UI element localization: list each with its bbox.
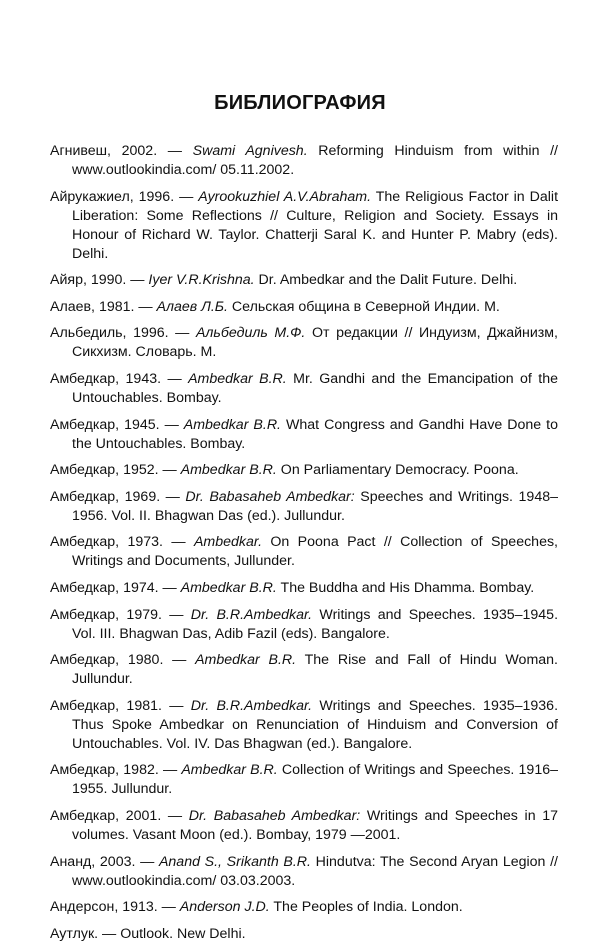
entry-text: Hindutva: The Second Aryan Legion // www.outlookindia.com/ 03.03.2003. — [72, 853, 558, 889]
entry-key: Амбедкар, 1979. — — [50, 606, 191, 623]
bibliography-entry — [50, 298, 558, 317]
entry-author: Ayrookuzhiel A.V.Abraham. — [198, 188, 372, 205]
entry-author: Алаев Л.Б. — [156, 298, 228, 315]
entry-author: Ambedkar B.R. — [188, 370, 287, 387]
entry-key: Амбедкар, 1974. — — [50, 579, 181, 596]
entry-text: The Rise and Fall of Hindu Woman. Jullundur. — [72, 652, 558, 688]
bibliography-entry — [50, 853, 558, 891]
bibliography-entry — [50, 142, 558, 180]
bibliography-entry — [50, 271, 558, 290]
entry-text: Writings and Speeches. 1935–1936. Thus Spoke Ambedkar on Renunciation of Hinduism and Conversion of Untouchables. Vol. IV. Das Bhagwan (ed.). Bangalore. — [72, 697, 559, 752]
entry-text: Outlook. New Delhi. — [120, 925, 246, 942]
entry-key: Амбедкар, 1981. — — [50, 697, 191, 714]
bibliography-entry — [50, 761, 558, 799]
entry-author: Ambedkar B.R. — [180, 462, 277, 479]
bibliography-entry — [50, 533, 558, 571]
entry-key: Амбедкар, 1969. — — [50, 488, 186, 505]
entry-text: Collection of Writings and Speeches. 1916–1955. Jullundur. — [72, 762, 558, 798]
bibliography-entry — [50, 461, 558, 480]
entry-text: On Parliamentary Democracy. Poona. — [276, 462, 519, 479]
entry-text: The Buddha and His Dhamma. Bombay. — [276, 579, 535, 596]
entry-key: Айрукажиел, 1996. — — [50, 188, 199, 205]
entry-author: Ambedkar B.R. — [181, 762, 278, 779]
entry-key: Амбедкар, 1980. — — [50, 652, 196, 669]
bibliography-entry — [50, 807, 558, 845]
entry-key: Амбедкар, 1973. — — [50, 534, 194, 551]
bibliography-entry — [50, 370, 558, 408]
bibliography-entry — [50, 651, 558, 689]
entry-author: Альбедиль М.Ф. — [195, 325, 306, 342]
entry-key: Аутлук. — — [50, 925, 121, 942]
entry-text: The Religious Factor in Dalit Liberation: Some Reflections // Culture, Religion and Society. Essays in Honour of Richard W. Taylor. Chatterji Saral K. and Hunter P. Mabry (eds). Delhi. — [72, 188, 559, 262]
entry-text: The Peoples of India. London. — [269, 899, 463, 916]
entry-author: Swami Agnivesh. — [192, 143, 308, 159]
bibliography-entry — [50, 697, 558, 754]
entry-author: Dr. B.R.Ambedkar. — [190, 606, 313, 623]
bibliography-list — [50, 142, 558, 951]
entry-author: Ambedkar B.R. — [183, 416, 282, 433]
page-title: БИБЛИОГРАФИЯ — [214, 92, 386, 114]
entry-author: Ambedkar B.R. — [180, 579, 277, 596]
entry-text: Dr. Ambedkar and the Dalit Future. Delhi. — [254, 272, 518, 289]
entry-author: Iyer V.R.Krishna. — [148, 272, 255, 289]
entry-key: Агнивеш, 2002. — — [50, 143, 193, 159]
entry-text: Writings and Speeches in 17 volumes. Vasant Moon (ed.). Bombay, 1979 —2001. — [72, 807, 558, 843]
bibliography-entry — [50, 488, 558, 526]
entry-author: Ambedkar B.R. — [195, 652, 297, 669]
entry-text: От редакции // Индуизм, Джайнизм, Сикхизм. Словарь. М. — [72, 325, 558, 361]
entry-key: Амбедкар, 1943. — — [50, 370, 189, 387]
entry-key: Ананд, 2003. — — [50, 853, 159, 870]
entry-author: Ambedkar. — [193, 534, 263, 551]
entry-author: Dr. B.R.Ambedkar. — [190, 697, 313, 714]
entry-text: Сельская община в Северной Индии. М. — [227, 298, 500, 315]
bibliography-entry — [50, 898, 558, 917]
entry-key: Амбедкар, 1982. — — [50, 762, 182, 779]
entry-author: Dr. Babasaheb Ambedkar: — [185, 488, 355, 505]
entry-key: Амбедкар, 2001. — — [50, 807, 189, 824]
bibliography-entry — [50, 606, 558, 644]
entry-text: What Congress and Gandhi Have Done to the Untouchables. Bombay. — [72, 416, 559, 452]
entry-text: Mr. Gandhi and the Emancipation of the Untouchables. Bombay. — [72, 370, 558, 406]
entry-text: Speeches and Writings. 1948–1956. Vol. II. Bhagwan Das (ed.). Jullundur. — [72, 488, 558, 524]
entry-text: Reforming Hinduism from within // www.outlookindia.com/ 05.11.2002. — [72, 143, 558, 178]
entry-key: Алаев, 1981. — — [50, 298, 157, 315]
bibliography-entry — [50, 925, 558, 944]
entry-author: Anderson J.D. — [179, 899, 270, 916]
entry-text: On Poona Pact // Collection of Speeches, Writings and Documents, Jullunder. — [72, 534, 559, 570]
entry-key: Андерсон, 1913. — — [50, 899, 180, 916]
entry-key: Амбедкар, 1952. — — [50, 462, 181, 479]
entry-author: Anand S., Srikanth B.R. — [158, 853, 311, 870]
entry-key: Айяр, 1990. — — [50, 272, 149, 289]
entry-key: Альбедиль, 1996. — — [50, 325, 196, 342]
entry-author: Dr. Babasaheb Ambedkar: — [188, 807, 361, 824]
bibliography-entry — [50, 416, 558, 454]
bibliography-entry — [50, 324, 558, 362]
bibliography-entry — [50, 579, 558, 598]
entry-key: Амбедкар, 1945. — — [50, 416, 184, 433]
entry-text: Writings and Speeches. 1935–1945. Vol. III. Bhagwan Das, Adib Fazil (eds). Bangalore. — [72, 606, 559, 642]
bibliography-entry — [50, 188, 558, 264]
